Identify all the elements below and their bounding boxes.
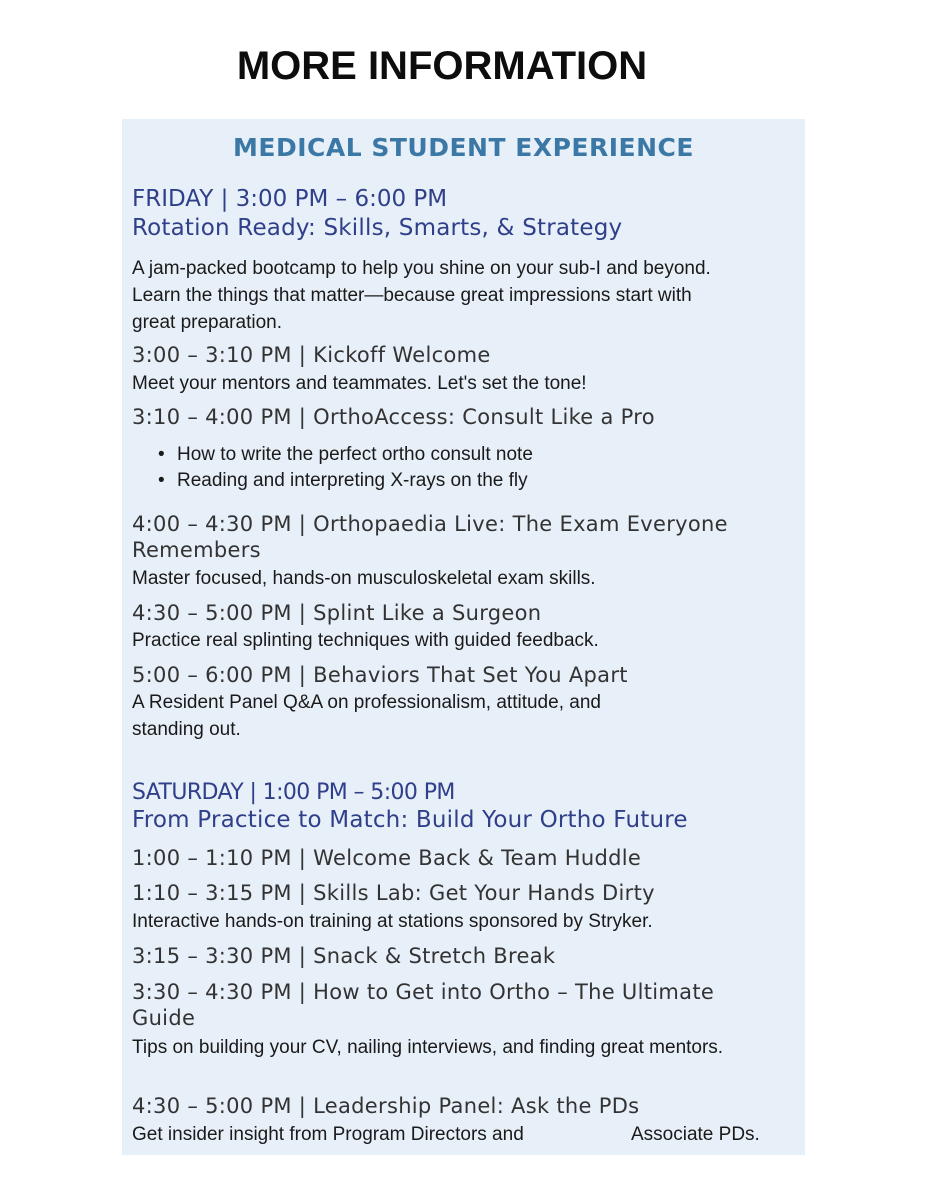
friday-intro-line: great preparation.	[132, 312, 282, 333]
slot-bullet-list	[158, 442, 533, 494]
saturday-session-title: From Practice to Match: Build Your Ortho Future	[132, 807, 688, 833]
friday-intro-line: Learn the things that matter—because great impressions start with	[132, 285, 692, 306]
panel-title: MEDICAL STUDENT EXPERIENCE	[233, 133, 694, 162]
bullet-text: Reading and interpreting X-rays on the fly	[177, 470, 528, 491]
bullet-dot-icon: •	[158, 470, 165, 491]
slot-time-title: 3:00 – 3:10 PM | Kickoff Welcome	[132, 343, 491, 367]
slot-description: Get insider insight from Program Directors and	[132, 1124, 524, 1145]
bullet-item	[158, 442, 533, 468]
slot-time-title: 1:00 – 1:10 PM | Welcome Back & Team Huddle	[132, 846, 642, 870]
slot-time-title: 1:10 – 3:15 PM | Skills Lab: Get Your Hands Dirty	[132, 881, 655, 905]
slot-time-title: 4:30 – 5:00 PM | Leadership Panel: Ask the PDs	[132, 1094, 640, 1118]
slot-description: standing out.	[132, 719, 241, 740]
saturday-day-header: SATURDAY | 1:00 PM – 5:00 PM	[132, 780, 455, 805]
slot-time-title-continued: Remembers	[132, 538, 261, 562]
slot-time-title: 3:10 – 4:00 PM | OrthoAccess: Consult Like a Pro	[132, 405, 655, 429]
slot-description: Interactive hands-on training at stations sponsored by Stryker.	[132, 911, 653, 932]
slot-description: Master focused, hands-on musculoskeletal exam skills.	[132, 568, 596, 589]
slot-description: Tips on building your CV, nailing interviews, and finding great mentors.	[132, 1037, 724, 1058]
slot-time-title: 4:30 – 5:00 PM | Splint Like a Surgeon	[132, 601, 542, 625]
slot-time-title: 3:15 – 3:30 PM | Snack & Stretch Break	[132, 944, 556, 968]
slot-description-continued: Associate PDs.	[631, 1124, 760, 1145]
slot-time-title-continued: Guide	[132, 1006, 196, 1030]
bullet-item	[158, 468, 533, 494]
bullet-text: How to write the perfect ortho consult note	[177, 444, 533, 465]
slot-description: A Resident Panel Q&A on professionalism, attitude, and	[132, 692, 601, 713]
slot-time-title: 4:00 – 4:30 PM | Orthopaedia Live: The Exam Everyone	[132, 512, 728, 536]
page-heading: MORE INFORMATION	[236, 44, 648, 88]
slot-description: Practice real splinting techniques with guided feedback.	[132, 630, 599, 651]
slot-time-title: 5:00 – 6:00 PM | Behaviors That Set You Apart	[132, 663, 628, 687]
slot-description: Meet your mentors and teammates. Let's set the tone!	[132, 373, 587, 394]
friday-day-header: FRIDAY | 3:00 PM – 6:00 PM	[132, 186, 448, 212]
bullet-dot-icon: •	[158, 444, 165, 465]
friday-session-title: Rotation Ready: Skills, Smarts, & Strategy	[132, 215, 623, 241]
slot-time-title: 3:30 – 4:30 PM | How to Get into Ortho – The Ultimate	[132, 980, 715, 1004]
friday-intro-line: A jam-packed bootcamp to help you shine on your sub-I and beyond.	[132, 258, 711, 279]
